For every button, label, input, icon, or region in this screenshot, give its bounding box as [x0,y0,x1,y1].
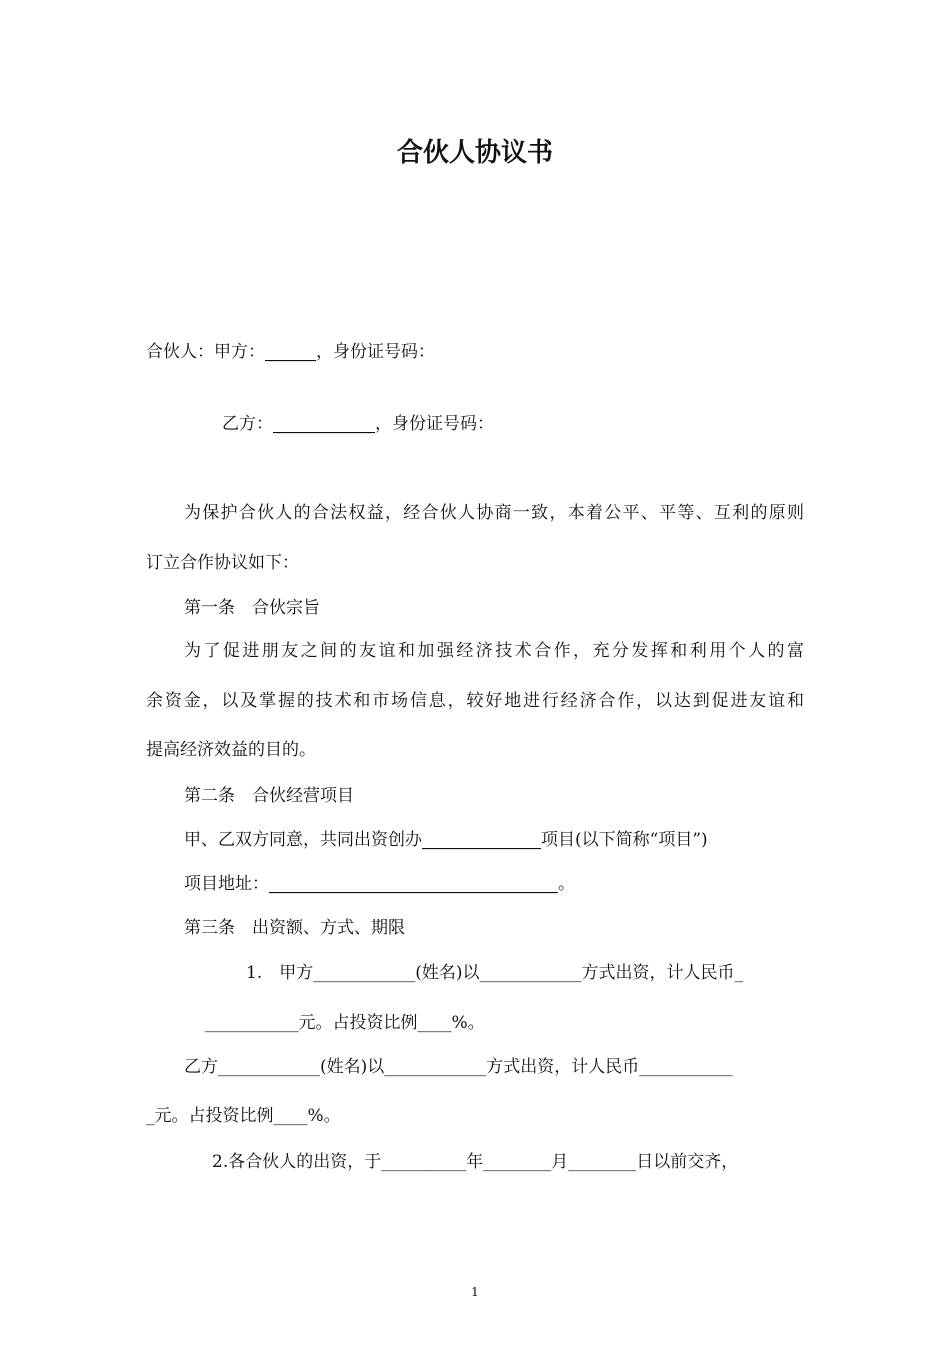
project-name-blank: ______________ [422,830,541,850]
article-2-line-1-suffix: 项目(以下简称“项目”) [541,830,708,850]
party-b-name-blank: ____________ [273,414,375,434]
project-address-end: 。 [558,874,575,894]
party-a-suffix: ，身份证号码： [316,342,435,362]
project-address-blank: __________________________________ [269,874,558,894]
article-3-item-2-line-1: 2.各合伙人的出资，于__________年________月________日以前交齐， [212,1152,739,1172]
intro-line-2: 订立合作协议如下： [146,553,299,573]
article-2-line-1 [184,829,708,851]
article-1-line-1: 为了促进朋友之间的友谊和加强经济技术合作，充分发挥和利用个人的富 [184,641,804,661]
party-a-name-blank: ______ [265,342,316,362]
intro-line-1: 为保护合伙人的合法权益，经合伙人协商一致，本着公平、平等、互利的原则 [184,503,804,523]
party-b-suffix: ，身份证号码： [375,414,494,434]
article-1-line-3: 提高经济效益的目的。 [146,740,316,760]
party-a-line [146,341,435,363]
article-3-item-1-line-1: 1. 甲方____________(姓名)以____________方式出资，计人民币_ [246,963,743,983]
article-1-line-2: 余资金，以及掌握的技术和市场信息，较好地进行经济合作，以达到促进友谊和 [146,691,804,711]
article-2-line-1-prefix: 甲、乙双方同意，共同出资创办 [184,830,422,850]
article-2-line-2 [184,873,575,895]
document-title: 合伙人协议书 [396,138,553,168]
article-2-heading: 第二条 合伙经营项目 [184,786,354,806]
article-3-item-1b-line-1: 乙方____________(姓名)以____________方式出资，计人民币___________ [184,1057,733,1077]
page-number: 1 [471,1285,479,1299]
project-address-label: 项目地址： [184,874,269,894]
article-3-item-1-line-2: ___________元。占投资比例____%。 [205,1013,485,1033]
article-1-heading: 第一条 合伙宗旨 [184,598,320,618]
party-b-line [222,413,494,435]
party-a-prefix: 合伙人：甲方： [146,342,265,362]
party-b-prefix: 乙方： [222,414,273,434]
article-3-item-1b-line-2: _元。占投资比例____%。 [146,1106,341,1126]
article-3-heading: 第三条 出资额、方式、期限 [184,918,405,938]
